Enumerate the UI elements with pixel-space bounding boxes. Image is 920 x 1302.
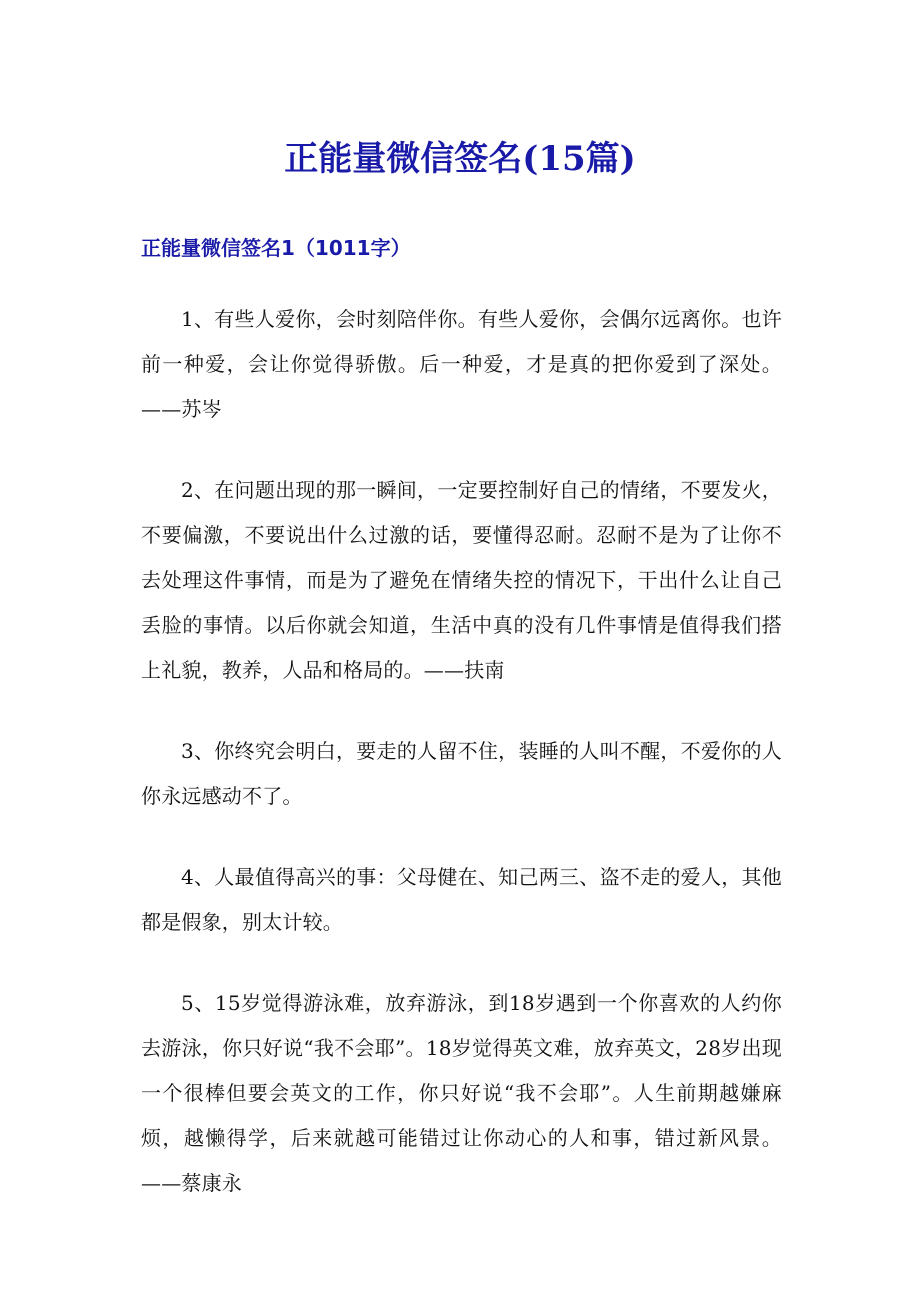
paragraph-3: 3、你终究会明白，要走的人留不住，装睡的人叫不醒，不爱你的人你永远感动不了。 (141, 739, 782, 808)
document-body (141, 297, 782, 1206)
paragraph-5: 5、15岁觉得游泳难，放弃游泳，到18岁遇到一个你喜欢的人约你去游泳，你只好说“我不会耶”。18岁觉得英文难，放弃英文，28岁出现一个很棒但要会英文的工作，你只好说“我不会耶”。人生前期越嫌麻烦，越懒得学，后来就越可能错过让你动心的人和事，错过新风景。——蔡康永 (141, 991, 782, 1195)
paragraph-1: 1、有些人爱你，会时刻陪伴你。有些人爱你，会偶尔远离你。也许前一种爱，会让你觉得骄傲。后一种爱，才是真的把你爱到了深处。——苏岑 (141, 307, 782, 421)
paragraph-4: 4、人最值得高兴的事：父母健在、知己两三、盗不走的爱人，其他都是假象，别太计较。 (141, 865, 782, 934)
document-title: 正能量微信签名(15篇) (284, 139, 636, 179)
paragraph-2: 2、在问题出现的那一瞬间，一定要控制好自己的情绪，不要发火，不要偏激，不要说出什么过激的话，要懂得忍耐。忍耐不是为了让你不去处理这件事情，而是为了避免在情绪失控的情况下，干出什么让自己丢脸的事情。以后你就会知道，生活中真的没有几件事情是值得我们搭上礼貌，教养，人品和格局的。——扶南 (141, 478, 782, 682)
section-heading: 正能量微信签名1（1011字） (141, 236, 411, 260)
